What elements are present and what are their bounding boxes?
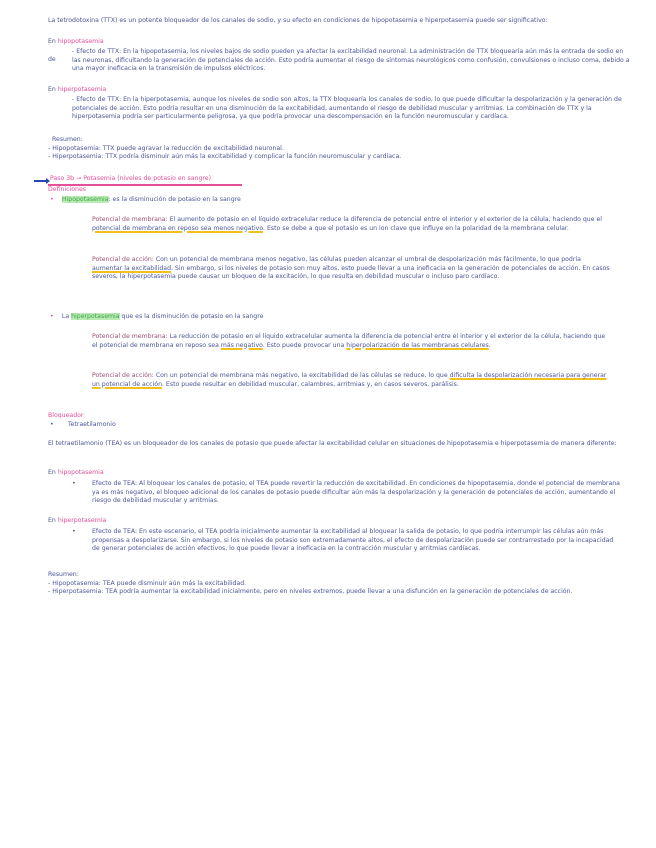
- section-hipopotasemia-heading: [48, 38, 656, 47]
- bullet-icon: •: [72, 480, 76, 487]
- resumen-line: - Hiperpotasemia: TTX podría disminuir aún más la excitabilidad y complicar la función neuromuscular y cardíaca.: [48, 153, 402, 161]
- hiper-potencial-accion: [92, 372, 610, 389]
- paso-heading: Paso 3b → Potasemia (niveles de potasio en sangre): [50, 175, 212, 182]
- underlined-text: potencial de membrana en reposo sea menos negativo: [92, 224, 264, 232]
- paragraph-text: El aumento de potasio en el líquido extracelular reduce la diferencia de potencial entre el interior y el exterior de la célula, haciendo que el: [167, 216, 603, 223]
- paragraph-text: . Esto puede resultar en debilidad muscular, calambres, arritmias y, en casos severos, parálisis.: [162, 380, 459, 388]
- resumen-line: - Hipopotasemia: TTX puede agravar la reducción de excitabilidad neuronal.: [48, 144, 284, 152]
- resumen-line: - Hipopotasemia: TEA puede disminuir aún más la excitabilidad.: [48, 579, 247, 587]
- paragraph-text: . Esto puede provocar una: [262, 341, 347, 349]
- paragraph-text: La reducción de potasio en el líquido extracelular aumenta la diferencia de potencial entre el interior y el exterior de la célula, haciendo que el potencial de membrana en reposo sea: [92, 333, 606, 349]
- tea-hiperpotasemia-body: Efecto de TEA: En este escenario, el TEA podría inicialmente aumentar la excitabilidad al bloquear la salida de potasio, lo que podría interrumpir las células aún más propensas a despolarizarse. Sin embargo, si los niveles de potasio son extremadamente altos, el efecto de despolarización puede ser contrarrestado por la incapacidad de generar potenciales de acción efectivos, lo que puede llevar a ineficacia en la contracción muscular y arritmias cardíacas.: [92, 528, 614, 553]
- underlined-text: hiperpolarización de las membranas celulares: [346, 341, 489, 349]
- hipo-potencial-accion: [92, 256, 610, 282]
- tea-hiperpotasemia-heading: [48, 517, 656, 526]
- paragraph-lead: Potencial de membrana:: [92, 333, 168, 340]
- paragraph-lead: Potencial de membrana:: [92, 216, 168, 223]
- tea-hipopotasemia-heading: [48, 469, 656, 478]
- hiper-potencial-membrana: [92, 333, 610, 350]
- paragraph-text: Con un potencial de membrana más negativo, la excitabilidad de las células se reduce, lo que: [153, 372, 450, 379]
- hipopotasemia-label: hipopotasemia: [57, 469, 104, 476]
- heading-prefix: En: [48, 38, 58, 45]
- definition-prefix: La: [61, 313, 72, 320]
- section-hiperpotasemia-body: - Efecto de TTX: En la hiperpotasemia, aunque los niveles de sodio son altos, la TTX bloquearía los canales de sodio, lo que puede dificultar la despolarización y la generación de potenciales de acción. Esto podría resultar en una disminución de la excitabilidad, aumentando el riesgo de debilidad muscular y arritmias. La combinación de TTX y la hiperpotasemia podría ser particularmente peligrosa, ya que podría provocar una descompensación en la función neuromuscular y cardíaca.: [72, 96, 622, 121]
- resumen-line: - Hiperpotasemia: TEA podría aumentar la excitabilidad inicialmente, pero en niveles extremos, puede llevar a una disfunción en la generación de potenciales de acción.: [48, 588, 573, 596]
- underlined-text: más negativo: [220, 341, 263, 349]
- section-hipopotasemia-body: - Efecto de TTX: En la hipopotasemia, los niveles bajos de sodio pueden ya afectar la excitabilidad neuronal. La administración de TTX bloquearía aún más la entrada de sodio en las neuronas, dificultando la generación de potenciales de acción. Esto podría aumentar el riesgo de síntomas neurológicos como confusión, convulsiones o incluso coma, debido a una mayor ineficacia en la transmisión de impulsos eléctricos.: [72, 48, 630, 73]
- paragraph-text: .: [488, 341, 491, 349]
- hiperpotasemia-label: hiperpotasemia: [57, 86, 107, 93]
- paragraph-text: Con un potencial de membrana menos negativo, las células pueden alcanzar el umbral de despolarización más fácilmente, lo que podría: [153, 256, 581, 263]
- resumen-title: Resumen:: [48, 571, 79, 578]
- bullet-icon: •: [50, 196, 54, 203]
- bullet-icon: •: [50, 420, 54, 428]
- side-marker: de: [48, 56, 56, 63]
- section-hiperpotasemia-heading: [48, 86, 656, 95]
- paragraph-lead: Potencial de acción:: [92, 372, 154, 379]
- hiperpotasemia-term: hiperpotasemia: [71, 313, 120, 320]
- hiperpotasemia-label: hiperpotasemia: [57, 517, 107, 524]
- intro-text: La tetrodotoxina (TTX) es un potente bloqueador de los canales de sodio, y su efecto en condiciones de hipopotasemia e hiperpotasemia puede ser significativo:: [48, 17, 548, 24]
- heading-prefix: En: [48, 517, 58, 524]
- paragraph-text: . Sin embargo, si los niveles de potasio son muy altos, esto puede llevar a una ineficacia en la generación de potenciales de acción. En casos severos, la hiperpotasemia puede causar un bloqueo de la excitación, lo que resulta en debilidad muscular o incluso paro cardíaco.: [92, 264, 610, 281]
- underlined-text: aumentar la excitabilidad: [92, 264, 171, 272]
- underlined-text: dificulta la despolarización necesaria para generar un potencial de acción: [92, 372, 607, 388]
- paragraph-text: . Esto se debe a que el potasio es un ion clave que influye en la polaridad de la membrana celular.: [263, 224, 569, 232]
- bullet-icon: •: [72, 528, 76, 535]
- tea-hipopotasemia-body: Efecto de TEA: Al bloquear los canales de potasio, el TEA puede revertir la reducción de excitabilidad. En condiciones de hipopotasemia, donde el potencial de membrana ya es más negativo, el bloqueo adicional de los canales de potasio puede dificultar aún más la despolarización y la generación de potenciales de acción, aumentando el riesgo de debilidad muscular y arritmias.: [92, 480, 620, 505]
- bloqueador-item: [50, 421, 656, 430]
- hipopotasemia-term: Hipopotasemia: [61, 196, 109, 203]
- bloqueador-name: Tetraetilamonio: [67, 420, 116, 428]
- hipo-definition: [50, 196, 656, 205]
- resumen-title: Resumen:: [52, 136, 83, 143]
- hipo-potencial-membrana: [92, 216, 610, 233]
- hiper-definition: [50, 313, 656, 322]
- bullet-icon: •: [50, 313, 54, 320]
- hipopotasemia-label: hipopotasemia: [57, 38, 104, 45]
- definiciones-label: Definiciones: [48, 186, 86, 193]
- bloqueador-label: Bloqueador: [48, 412, 84, 419]
- paragraph-lead: Potencial de acción:: [92, 256, 154, 263]
- definition-text: : es la disminución de potasio en la sangre: [108, 196, 241, 203]
- heading-prefix: En: [48, 86, 58, 93]
- heading-prefix: En: [48, 469, 58, 476]
- definition-text: que es la disminución de potasio en la sangre: [119, 313, 264, 320]
- tea-intro: El tetraetilamonio (TEA) es un bloqueador de los canales de potasio que puede afectar la excitabilidad celular en situaciones de hipopotasemia e hiperpotasemia de manera diferente:: [48, 440, 617, 447]
